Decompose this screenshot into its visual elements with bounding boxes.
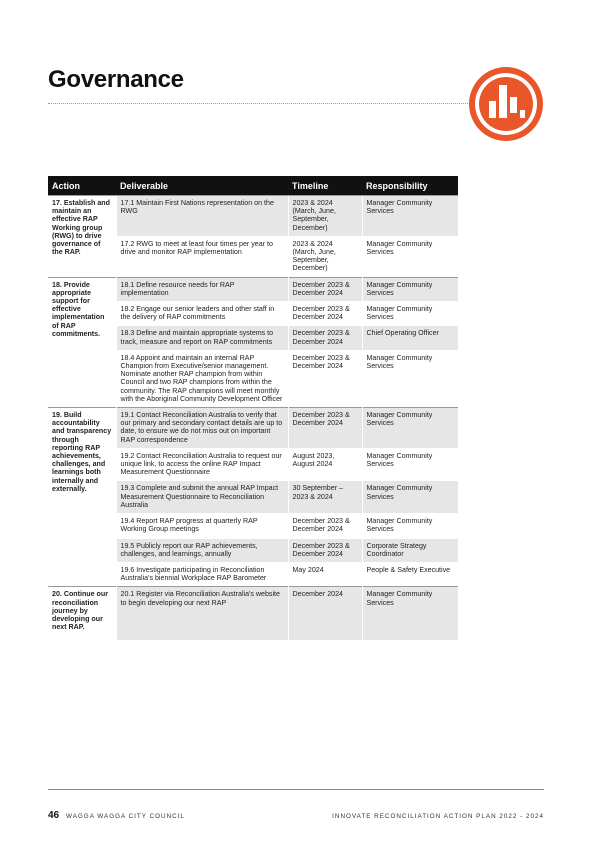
deliverable-cell: 19.3 Complete and submit the annual RAP Impact Measurement Questionnaire to Reconciliation Australia [116,481,288,514]
responsibility-cell: Manager Community Services [362,302,458,326]
deliverable-cell: 17.2 RWG to meet at least four times per year to drive and monitor RAP implementation [116,236,288,277]
timeline-cell: August 2023, August 2024 [288,448,362,481]
responsibility-cell: People & Safety Executive [362,562,458,586]
header-action: Action [48,176,116,196]
action-cell: 17. Establish and maintain an effective RAP Working group (RWG) to drive governance of the RAP. [48,196,116,278]
deliverable-cell: 19.1 Contact Reconciliation Australia to verify that our primary and secondary contact details are up to date, to ensure we do not miss out on important RAP correspondence [116,408,288,449]
table-header-row [48,176,458,196]
action-cell: 19. Build accountability and transparency through reporting RAP achievements, challenges, and learnings both internally and externally. [48,408,116,587]
timeline-cell: May 2024 [288,562,362,586]
responsibility-cell: Manager Community Services [362,481,458,514]
responsibility-cell: Manager Community Services [362,408,458,449]
page-title: Governance [48,66,184,93]
timeline-cell: 2023 & 2024 (March, June, September, December) [288,236,362,277]
responsibility-cell: Corporate Strategy Coordinator [362,538,458,562]
action-cell: 18. Provide appropriate support for effective implementation of RAP commitments. [48,277,116,407]
header-deliverable: Deliverable [116,176,288,196]
deliverable-cell: 18.1 Define resource needs for RAP implementation [116,277,288,301]
governance-table [48,176,458,640]
table-row [48,277,458,301]
timeline-cell: December 2024 [288,587,362,641]
responsibility-cell: Manager Community Services [362,587,458,641]
timeline-cell: December 2023 & December 2024 [288,277,362,301]
timeline-cell: December 2023 & December 2024 [288,538,362,562]
action-cell: 20. Continue our reconciliation journey by developing our next RAP. [48,587,116,641]
deliverable-cell: 19.5 Publicly report our RAP achievements, challenges, and learnings, annually [116,538,288,562]
table-row [48,408,458,449]
timeline-cell: December 2023 & December 2024 [288,408,362,449]
timeline-cell: 30 September – 2023 & 2024 [288,481,362,514]
footer-divider [48,789,544,790]
council-name: WAGGA WAGGA CITY COUNCIL [66,813,185,820]
responsibility-cell: Manager Community Services [362,196,458,237]
deliverable-cell: 18.3 Define and maintain appropriate systems to track, measure and report on RAP commitments [116,326,288,350]
deliverable-cell: 18.2 Engage our senior leaders and other staff in the delivery of RAP commitments [116,302,288,326]
responsibility-cell: Manager Community Services [362,236,458,277]
deliverable-cell: 20.1 Register via Reconciliation Australia's website to begin developing our next RAP [116,587,288,641]
deliverable-cell: 19.2 Contact Reconciliation Australia to request our unique link, to access the online RAP Impact Measurement Questionnaire [116,448,288,481]
timeline-cell: December 2023 & December 2024 [288,302,362,326]
deliverable-cell: 17.1 Maintain First Nations representation on the RWG [116,196,288,237]
title-divider [48,103,468,104]
page-number: 46 [48,810,60,821]
responsibility-cell: Manager Community Services [362,350,458,407]
responsibility-cell: Manager Community Services [362,448,458,481]
timeline-cell: 2023 & 2024 (March, June, September, December) [288,196,362,237]
responsibility-cell: Manager Community Services [362,277,458,301]
responsibility-cell: Chief Operating Officer [362,326,458,350]
deliverable-cell: 18.4 Appoint and maintain an internal RAP Champion from Executive/senior management. Nominate another RAP champion from within Council and two RAP champions from within the community. The RAP champions will meet monthly with the Aboriginal Community Development Officer [116,350,288,407]
table-row [48,587,458,641]
header-responsibility: Responsibility [362,176,458,196]
timeline-cell: December 2023 & December 2024 [288,326,362,350]
deliverable-cell: 19.4 Report RAP progress at quarterly RAP Working Group meetings [116,514,288,538]
rap-logo-icon [466,64,546,144]
responsibility-cell: Manager Community Services [362,514,458,538]
header-timeline: Timeline [288,176,362,196]
timeline-cell: December 2023 & December 2024 [288,514,362,538]
timeline-cell: December 2023 & December 2024 [288,350,362,407]
table-row [48,196,458,237]
deliverable-cell: 19.6 Investigate participating in Reconciliation Australia's biennial Workplace RAP Barometer [116,562,288,586]
document-title: INNOVATE RECONCILIATION ACTION PLAN 2022 - 2024 [332,813,544,820]
